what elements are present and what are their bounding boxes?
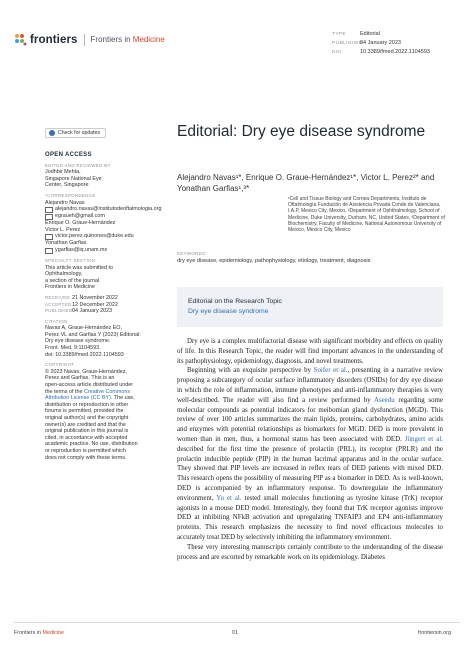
correspondent-name: Enrique O. Graue-Hernández [45, 220, 116, 227]
article-sidebar [45, 152, 163, 461]
correspondent-email[interactable]: victor.perez.quinones@duke.edu [45, 233, 163, 240]
copyright-label: COPYRIGHT [45, 362, 75, 368]
check-for-updates-button[interactable] [45, 128, 106, 138]
paragraph: These very interesting manuscripts certainly contribute to the understanding of the disease process and are escorted by remarkable work on its epidemiology. Diabetes [177, 543, 443, 561]
page-number: 01 [232, 630, 238, 636]
citation-link[interactable]: Yu et al. [216, 494, 242, 502]
citation-link[interactable]: Jüngert et al. [404, 435, 443, 443]
date-published: PUBLISHED 04 January 2023 [45, 308, 113, 315]
check-updates-label: Check for updates [58, 130, 101, 136]
open-access-label: OPEN ACCESS [45, 152, 92, 158]
citation-link[interactable]: Soifer et al. [313, 367, 348, 375]
correspondent-name: Yonathan Garfias [45, 240, 87, 247]
correspondent-email[interactable]: alejandro.navas@institutodeoftalmologia.org [45, 206, 163, 213]
article-body [177, 337, 443, 562]
specialty-label: SPECIALTY SECTION [45, 257, 96, 263]
correspondence-label: *CORRESPONDENCE [45, 192, 96, 198]
edited-value: Jodhbir Mehta, Singapore National Eye Center, Singapore [45, 169, 102, 189]
keywords: dry eye disease, epidemiology, pathophysiology, etiology, treatment, diagnosis [177, 258, 371, 264]
date-accepted: ACCEPTED 12 December 2022 [45, 301, 118, 308]
correspondent-email[interactable]: ygarfias@iq.unam.mx [45, 247, 163, 254]
affiliations: ¹Cell and Tissue Biology and Cornea Departments, Instituto de Oftalmología Fundación de Asistencia Privada Conde de Valenciana, I.A.P, Mexico City, Mexico, ²Department of Ophthalmology, School of Medicine, Duke University, Durham, NC, United States, ³Department of Biochemistry, Faculty of Medicine, National Autonomous University of Mexico, Mexico City, Mexico [288, 196, 445, 234]
citation-value: Navas A, Graue-Hernández EO, Perez VL and Garfias Y (2023) Editorial: Dry eye disease syndrome. Front. Med. 9:1104593. doi: 10.3389/fmed.2022.1104593 [45, 325, 141, 358]
edited-label: EDITED AND REVIEWED BY [45, 162, 111, 168]
mail-icon [45, 248, 53, 254]
cc-license-link[interactable]: Creative Commons Attribution License (CC BY). [45, 388, 131, 402]
citation-link[interactable]: Aseedu [373, 396, 395, 404]
paragraph: Beginning with an exquisite perspective by Soifer et al., presenting in a narrative review proposing a subcategory of ocular surface inflammatory disorders (OSIDs) for dry eye disease in which the role of inflammation, immune phenotypes and anti-inflammatory therapies is very well-described. The reader will also find a review performed by Aseedu regarding some molecular compounds as potential indicators for meibomian gland dysfunction (MGD). This review of over 100 articles summarizes the main lipids, proteins, carbohydrates, amino acids and enzymes with potential relationships as biomarkers for MGD. DED is more prevalent in women than in men, thus, a hormonal status has been associated with DED. Jüngert et al. described for the first time the presence of prolactin (PRL), its receptor (PRLR) and the prolactin inducible peptide (PIP) in the human lacrimal apparatus and in the ocular surface. They showed that PIP levels are increased in reflex tears of DED patients with mixed DED. This research opens the possibility of measuring PIP as a biomarker in DED. As is well-known, DED is accompanied by an inflammatory response. To downregulate the inflammatory environment, Yu et al. tested small molecules functioning as tyrosine kinase (TrK) receptor agonists in a mouse DED model. Interestingly, they found that TrK receptor agonists improve DED at inhibiting NFkB activation and upregulating TNFAIP3 and EP4 anti-inflammatory proteins. This research emphasizes the necessity to find novel efficacious molecules to accurately treat DED by selectively inhibiting the inflammatory environment. [177, 367, 443, 541]
mail-icon [45, 207, 53, 213]
meta-published: PUBLISHED04 January 2023 [332, 40, 401, 47]
journal-logo[interactable] [14, 33, 165, 46]
meta-type: TYPE Editorial [332, 31, 380, 37]
date-received: RECEIVED 21 November 2022 [45, 294, 118, 301]
logo-divider [84, 34, 85, 46]
author-list: Alejandro Navas¹*, Enrique O. Graue-Hernández¹*, Victor L. Perez²* and Yonathan Garfias¹,³* [177, 173, 435, 193]
copyright-value: © 2023 Navas, Graue-Hernández, Perez and Garfias. This is an open-access article distributed under the terms of the Creative Commons Attribution License (CC BY). The use, distribution or reproduction in other forums is permitted, provided the original author(s) and the copyright owner(s) are credited and that the original publication in this journal is cited, in accordance with accepted academic practice. No use, distribution or reproduction is permitted which does not comply with these terms. [45, 368, 138, 461]
footer-site-link[interactable]: frontiersin.org [418, 630, 451, 636]
update-icon [49, 130, 55, 136]
meta-doi[interactable]: DOI 10.3389/fmed.2022.1104593 [332, 49, 430, 56]
correspondent-name: Alejandro Navas [45, 199, 85, 206]
keywords-label: KEYWORDS [177, 251, 206, 256]
research-topic-link[interactable]: Dry eye disease syndrome [188, 308, 269, 315]
footer-journal: Frontiers in Medicine [14, 630, 65, 636]
specialty-value: This article was submitted to Ophthalmology, a section of the journal Frontiers in Medicine [45, 264, 114, 291]
research-topic-heading: Editorial on the Research Topic [188, 298, 282, 305]
footer-divider [14, 622, 460, 623]
correspondent-name: Victor L. Perez [45, 226, 81, 233]
citation-label: CITATION [45, 318, 68, 324]
frontiers-logo-icon [14, 33, 27, 46]
article-meta [332, 30, 430, 58]
correspondent-email[interactable]: egraueh@gmail.com [45, 213, 163, 220]
journal-name: Frontiers in Medicine [90, 35, 165, 44]
paragraph: Dry eye is a complex multifactorial disease with significant morbidity and effects on quality of life. In this Research Topic, the reader will find important advances in the understanding of its pathophysiology, epidemiology, diagnosis, and novel treatments. [177, 338, 443, 365]
logo-wordmark: frontiers [30, 33, 78, 46]
research-topic-box [177, 287, 443, 327]
article-title: Editorial: Dry eye disease syndrome [177, 123, 426, 140]
